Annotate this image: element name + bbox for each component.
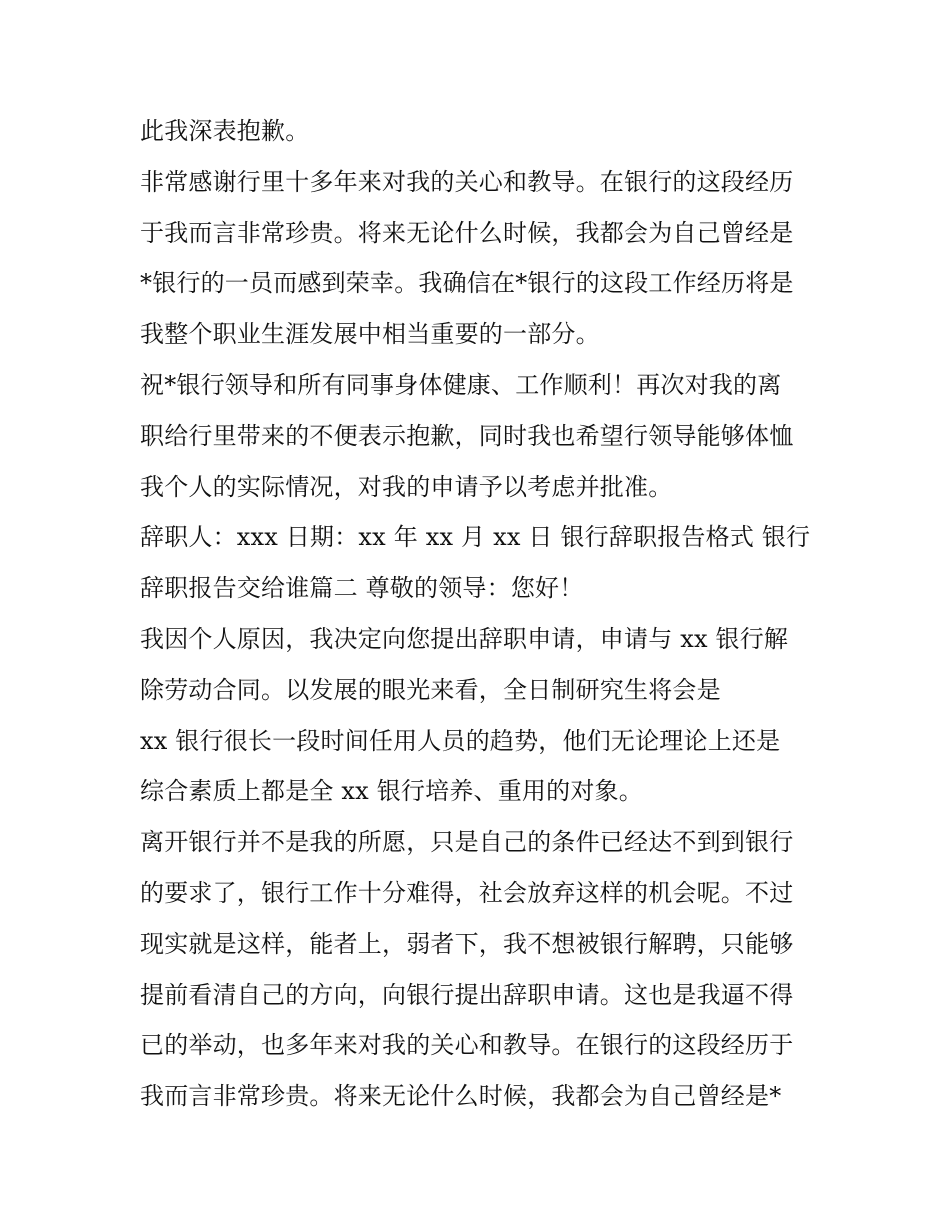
- text-line: 综合素质上都是全 xx 银行培养、重用的对象。: [140, 777, 643, 806]
- text-line: 祝*银行领导和所有同事身体健康、工作顺利！再次对我的离: [140, 370, 782, 399]
- text-line: 职给行里带来的不便表示抱歉，同时我也希望行领导能够体恤: [140, 421, 794, 450]
- text-line: *银行的一员而感到荣幸。我确信在*银行的这段工作经历将是: [140, 269, 794, 298]
- document-body: [140, 106, 820, 1122]
- text-line: 我而言非常珍贵。将来无论什么时候，我都会为自己曾经是*: [140, 1082, 782, 1111]
- text-line: 我个人的实际情况，对我的申请予以考虑并批准。: [140, 472, 673, 501]
- text-line: 辞职人：xxx 日期：xx 年 xx 月 xx 日 银行辞职报告格式 银行: [140, 523, 811, 552]
- text-line: 非常感谢行里十多年来对我的关心和教导。在银行的这段经历: [140, 167, 794, 196]
- text-line: 除劳动合同。以发展的眼光来看，全日制研究生将会是: [140, 675, 721, 704]
- text-line: 已的举动，也多年来对我的关心和教导。在银行的这段经历于: [140, 1031, 794, 1060]
- text-line: 提前看清自己的方向，向银行提出辞职申请。这也是我逼不得: [140, 980, 794, 1009]
- text-line: xx 银行很长一段时间任用人员的趋势，他们无论理论上还是: [140, 726, 781, 755]
- text-line: 辞职报告交给谁篇二 尊敬的领导：您好！: [140, 574, 584, 603]
- text-line: 的要求了，银行工作十分难得，社会放弃这样的机会呢。不过: [140, 878, 794, 907]
- text-line: 此我深表抱歉。: [140, 117, 310, 145]
- text-line: 我整个职业生涯发展中相当重要的一部分。: [140, 320, 600, 349]
- text-line: 我因个人原因，我决定向您提出辞职申请，申请与 xx 银行解: [140, 624, 789, 653]
- text-line: 现实就是这样，能者上，弱者下，我不想被银行解聘，只能够: [140, 929, 794, 958]
- text-line: 离开银行并不是我的所愿，只是自己的条件已经达不到到银行: [140, 828, 794, 857]
- text-line: 于我而言非常珍贵。将来无论什么时候，我都会为自己曾经是: [140, 218, 794, 247]
